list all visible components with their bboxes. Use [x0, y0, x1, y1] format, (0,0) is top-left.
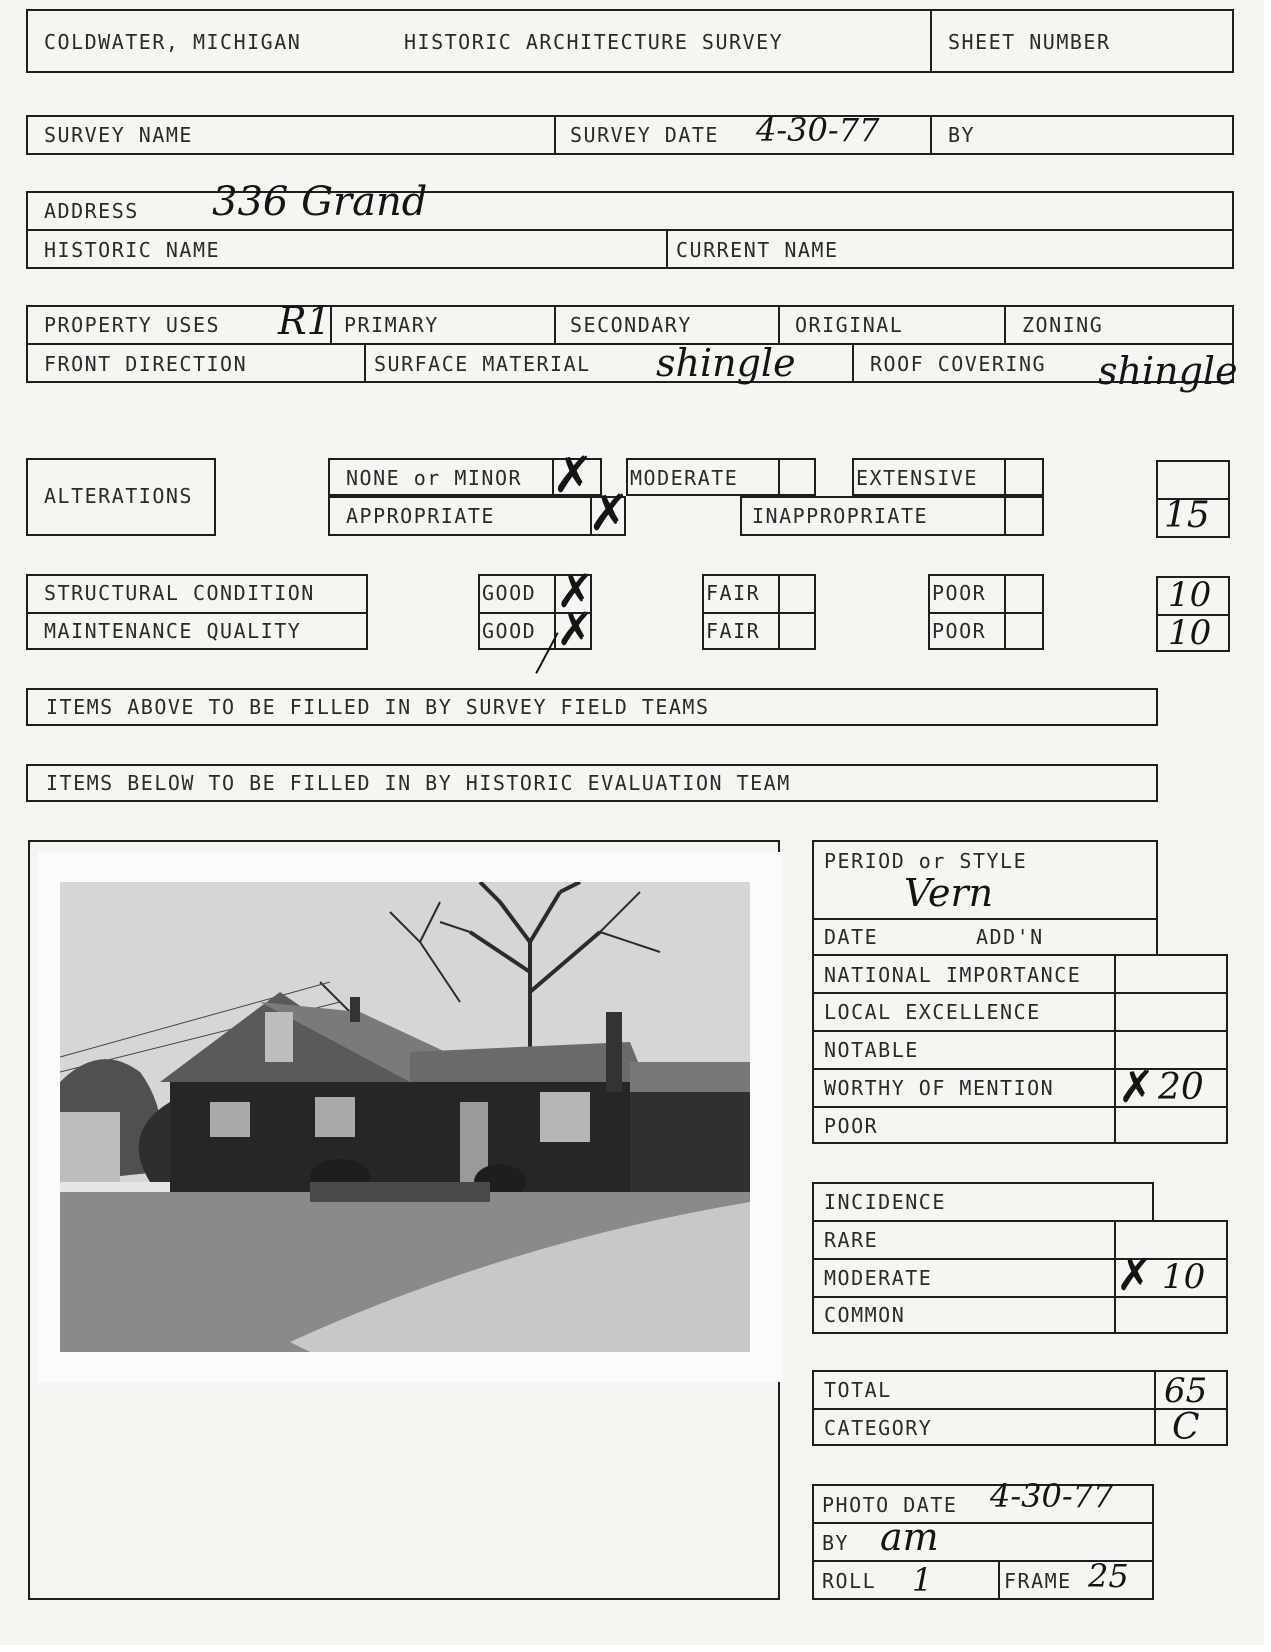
photo-date-value: 4-30-77 [990, 1477, 1114, 1515]
inappropriate-label: INAPPROPRIATE [752, 504, 929, 528]
fair-label: FAIR [706, 619, 761, 643]
house-photo-image [60, 882, 750, 1352]
score-column-divider [1114, 954, 1116, 1144]
header-divider [930, 9, 932, 73]
poor-rating-label: POOR [824, 1114, 879, 1138]
photo-by-value: am [880, 1515, 939, 1559]
address-label: ADDRESS [44, 199, 139, 223]
worthy-of-mention-label: WORTHY OF MENTION [824, 1076, 1055, 1100]
maintenance-good-check-mark: ✗ [556, 602, 595, 656]
divider [1004, 305, 1006, 343]
maintenance-quality-label: MAINTENANCE QUALITY [44, 619, 302, 643]
frame-value: 25 [1088, 1557, 1129, 1595]
zoning-label: ZONING [1022, 313, 1104, 337]
surface-material-label: SURFACE MATERIAL [374, 352, 591, 376]
period-style-value: Vern [904, 871, 994, 915]
field-teams-note: ITEMS ABOVE TO BE FILLED IN BY SURVEY FIELD TEAMS [46, 695, 710, 719]
divider [26, 229, 1234, 231]
incidence-label: INCIDENCE [824, 1190, 946, 1214]
secondary-label: SECONDARY [570, 313, 692, 337]
appropriate-check-mark: ✗ [588, 484, 630, 542]
maintenance-score: 10 [1168, 613, 1212, 653]
poor-label: POOR [932, 619, 987, 643]
rare-label: RARE [824, 1228, 879, 1252]
checkbox-divider [1004, 458, 1006, 496]
poor-label: POOR [932, 581, 987, 605]
checkbox-divider [1004, 496, 1006, 536]
alterations-label: ALTERATIONS [44, 484, 193, 508]
national-importance-label: NATIONAL IMPORTANCE [824, 963, 1082, 987]
checkbox-divider [778, 574, 780, 650]
divider [364, 343, 366, 383]
divider [702, 612, 816, 614]
divider [930, 115, 932, 155]
property-uses-label: PROPERTY USES [44, 313, 221, 337]
roll-label: ROLL [822, 1569, 877, 1593]
frame-label: FRAME [1004, 1569, 1072, 1593]
appropriate-label: APPROPRIATE [346, 504, 495, 528]
good-label: GOOD [482, 619, 537, 643]
divider [852, 343, 854, 383]
divider [26, 612, 368, 614]
structural-score: 10 [1168, 575, 1212, 615]
divider [778, 305, 780, 343]
photo-by-label: BY [822, 1531, 850, 1555]
category-label: CATEGORY [824, 1416, 933, 1440]
checkbox-divider [778, 458, 780, 496]
survey-name-label: SURVEY NAME [44, 123, 193, 147]
fair-label: FAIR [706, 581, 761, 605]
city-label: COLDWATER, MICHIGAN [44, 30, 302, 54]
alterations-score: 15 [1164, 495, 1210, 536]
roof-covering-label: ROOF COVERING [870, 352, 1047, 376]
divider [26, 343, 1234, 345]
address-value: 336 Grand [212, 179, 428, 225]
evaluation-team-note: ITEMS BELOW TO BE FILLED IN BY HISTORIC EVALUATION TEAM [46, 771, 791, 795]
moderate-label: MODERATE [630, 466, 739, 490]
survey-by-label: BY [948, 123, 976, 147]
common-label: COMMON [824, 1303, 906, 1327]
local-excellence-label: LOCAL EXCELLENCE [824, 1000, 1041, 1024]
addn-label: ADD'N [976, 925, 1044, 949]
original-label: ORIGINAL [795, 313, 904, 337]
surface-material-value: shingle [656, 341, 796, 385]
divider [812, 1030, 1228, 1032]
date-label: DATE [824, 925, 879, 949]
historic-name-label: HISTORIC NAME [44, 238, 221, 262]
property-uses-value: R1 [278, 299, 331, 343]
none-minor-check-mark: ✗ [552, 446, 594, 504]
divider [928, 612, 1044, 614]
good-label: GOOD [482, 581, 537, 605]
incidence-score: 10 [1162, 1257, 1206, 1297]
moderate-incidence-check-mark: ✗ [1116, 1250, 1153, 1301]
period-style-label: PERIOD or STYLE [824, 849, 1028, 873]
roll-value: 1 [912, 1561, 933, 1599]
total-value: 65 [1164, 1371, 1208, 1411]
notable-label: NOTABLE [824, 1038, 919, 1062]
divider [812, 992, 1228, 994]
worthy-score: 20 [1158, 1067, 1204, 1108]
divider [998, 1560, 1000, 1600]
divider [812, 918, 1158, 920]
category-value: C [1172, 1407, 1200, 1448]
front-direction-label: FRONT DIRECTION [44, 352, 248, 376]
roof-covering-value: shingle [1098, 349, 1238, 393]
divider [666, 229, 668, 269]
photo-date-label: PHOTO DATE [822, 1493, 958, 1517]
moderate-incidence-label: MODERATE [824, 1266, 933, 1290]
divider [812, 1522, 1154, 1524]
none-minor-label: NONE or MINOR [346, 466, 523, 490]
survey-date-label: SURVEY DATE [570, 123, 719, 147]
structural-condition-label: STRUCTURAL CONDITION [44, 581, 315, 605]
score-column-divider [1154, 1370, 1156, 1446]
extensive-label: EXTENSIVE [856, 466, 978, 490]
form-title: HISTORIC ARCHITECTURE SURVEY [404, 30, 784, 54]
structural-good-check-mark: ✗ [556, 564, 595, 618]
house-photo [38, 852, 783, 1382]
checkbox-divider [1004, 574, 1006, 650]
current-name-label: CURRENT NAME [676, 238, 839, 262]
worthy-check-mark: ✗ [1118, 1062, 1155, 1113]
sheet-number-label: SHEET NUMBER [948, 30, 1111, 54]
divider [554, 305, 556, 343]
primary-label: PRIMARY [344, 313, 439, 337]
divider [554, 115, 556, 155]
survey-date-value: 4-30-77 [756, 111, 880, 149]
total-label: TOTAL [824, 1378, 892, 1402]
